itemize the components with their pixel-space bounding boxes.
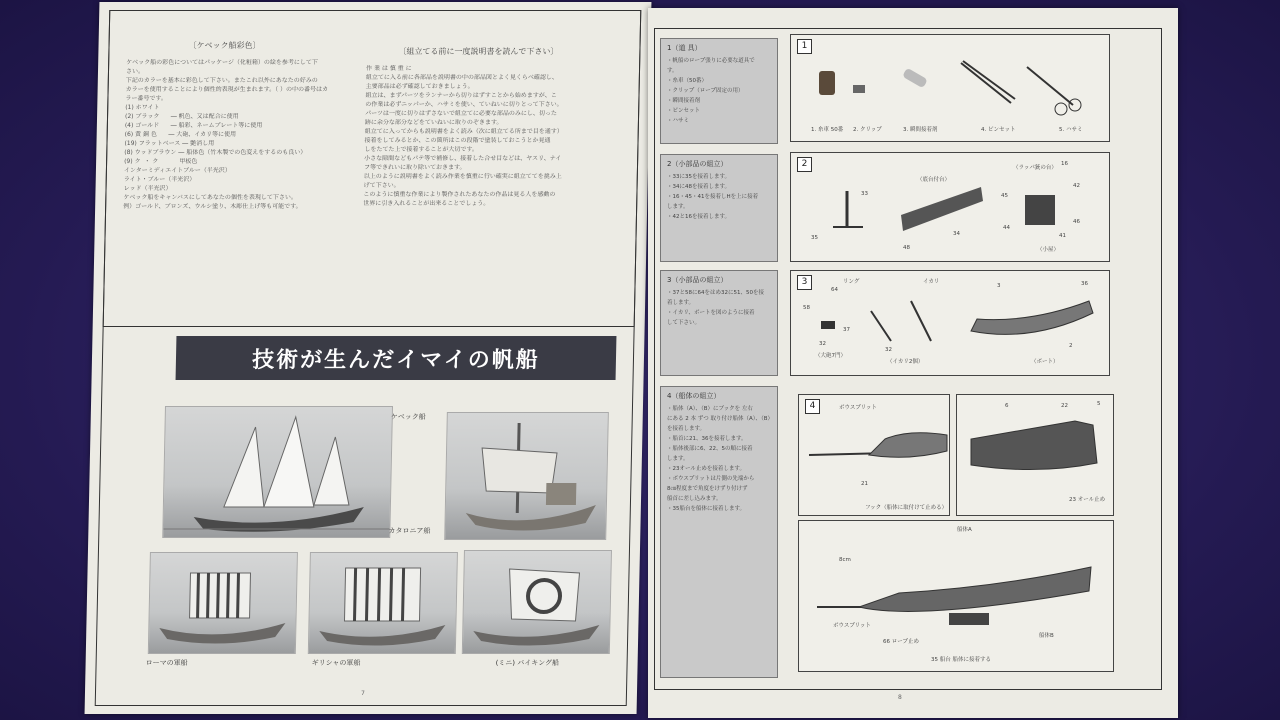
step-line: します。 bbox=[667, 456, 689, 462]
diagram-label: ボウスプリット bbox=[839, 405, 877, 411]
diagram-label: （小屋） bbox=[1037, 247, 1060, 253]
step-title: 3（小部品の組立） bbox=[667, 276, 728, 284]
diagram-label: 16 bbox=[1061, 161, 1068, 167]
step-4-box bbox=[660, 386, 778, 678]
step-line: ・37と58に64をはめ32に51、50を接 bbox=[667, 290, 764, 296]
diagram-label: （底台付台） bbox=[917, 177, 951, 183]
step-line: を接着します。 bbox=[667, 426, 706, 432]
step-line: ・35船台を船体に接着します。 bbox=[667, 506, 746, 512]
viking-ship-image bbox=[462, 550, 612, 654]
col1-line: ライト・ブルー（半光沢） bbox=[123, 176, 196, 183]
step-line: ・帆船のロープ張りに必要な道具で bbox=[667, 58, 755, 64]
diagram-4a bbox=[798, 394, 950, 516]
col1-title: 〔ケベック船彩色〕 bbox=[188, 41, 261, 50]
col1-line: 例）ゴールド、ブロンズ、ウルシ塗り、木彫仕上げ等も可能です。 bbox=[123, 203, 302, 210]
diagram-label: 42 bbox=[1073, 183, 1080, 189]
col1-line: (1) ホワイト bbox=[125, 104, 160, 111]
col1-line: (6) 黄 銅 色 ― 大砲、イカリ等に使用 bbox=[124, 131, 237, 138]
diagram-label: （イカリ2個） bbox=[887, 359, 924, 365]
diagram-label: 4. ピンセット bbox=[981, 127, 1016, 133]
diagram-label: 45 bbox=[1001, 193, 1008, 199]
col2-line: げて下さい。 bbox=[363, 182, 400, 189]
diagram-label: 64 bbox=[831, 287, 838, 293]
diagram-label: 35 船台 船体に接着する bbox=[931, 657, 991, 663]
step-line: ・船体（A）、（B）にブックを 左右 bbox=[667, 406, 753, 412]
col2-line: の作業は必ずニッパーか、ハサミを使い、ていねいに切りとって下さい。 bbox=[365, 101, 563, 108]
caption-quebec: ケベック船 bbox=[390, 413, 426, 421]
caption-viking: (ミニ) バイキング船 bbox=[495, 659, 560, 667]
caption-roman: ローマの軍船 bbox=[145, 659, 188, 667]
col2-line: 以上のように説明書をよく読み作業を慎重に行い確実に組立ててを挑み上 bbox=[363, 173, 562, 180]
step-line: します。 bbox=[667, 204, 689, 210]
roman-ship-illustration bbox=[149, 553, 297, 653]
diagram-label: 32 bbox=[819, 341, 826, 347]
diagram-label: 21 bbox=[861, 481, 868, 487]
caption-catalonia: カタロニア船 bbox=[388, 527, 431, 535]
col1-line: ラー番号です。 bbox=[125, 95, 168, 102]
diagram-label: リング bbox=[843, 279, 860, 285]
diagram-3 bbox=[790, 270, 1110, 376]
col1-line: カラーを使用することにより個性的表現が生まれます。（ ）の中の番号はカ bbox=[125, 86, 329, 93]
step-line: して下さい。 bbox=[667, 320, 701, 326]
section-banner: 技術が生んだイマイの帆船 bbox=[176, 336, 617, 380]
diagram-label: 6 bbox=[1005, 403, 1009, 409]
step-line: す。 bbox=[667, 68, 678, 74]
caption-greek: ギリシャの軍船 bbox=[311, 659, 361, 667]
diagram-label: 22 bbox=[1061, 403, 1068, 409]
diagram-2 bbox=[790, 152, 1110, 262]
diagram-label: 66 ロープ止め bbox=[883, 639, 919, 645]
step-line: 着します。 bbox=[667, 300, 695, 306]
diagram-label: 33 bbox=[861, 191, 868, 197]
step-line: ・ボウスプリットは片側の先端から bbox=[667, 476, 755, 482]
diagram-label: 3 bbox=[997, 283, 1001, 289]
col2-line: パーツは一度に切りはずさないで組立てに必要な部品のみにし、切った bbox=[365, 110, 557, 117]
col2-line: フ等できれいに取り除いておきます。 bbox=[363, 164, 466, 171]
col1-line: (8) ウッドブラウン ― 船体色（竹木製での色変えをするのも良い） bbox=[124, 149, 307, 156]
diagram-label: 5. ハサミ bbox=[1059, 127, 1083, 133]
diagram-label: （ラッパ銃の台） bbox=[1013, 165, 1057, 171]
step-line: ・42と16を接着します。 bbox=[667, 214, 731, 220]
hull-bow-illustration bbox=[799, 395, 949, 515]
diagram-label: 46 bbox=[1073, 219, 1080, 225]
col1-line: (9) ク ・ ク 甲板色 bbox=[124, 158, 198, 165]
step-line: ・糸車（50番） bbox=[667, 78, 707, 84]
diagram-label: （大砲7門） bbox=[815, 353, 846, 359]
diagram-3-number: 3 bbox=[797, 275, 812, 290]
col2-line: 接着をしてみるとか、この箇所はこの段階で塗装しておこうとか見通 bbox=[364, 137, 551, 144]
step-line: 8㎝程度まで角度をけずり付けず bbox=[667, 486, 748, 492]
step-title: 1（道 具） bbox=[667, 44, 702, 52]
col2-line: 作 業 は 慎 重 に bbox=[365, 65, 412, 72]
step-line: ・ハサミ bbox=[667, 118, 690, 124]
step-line: ・16・45・41を接着しHを上に接着 bbox=[667, 194, 759, 200]
step-line: ・瞬間接着剤 bbox=[667, 98, 701, 104]
diagram-label: 32 bbox=[885, 347, 892, 353]
quebec-ship-illustration bbox=[163, 407, 392, 537]
col1-line: さい。 bbox=[125, 68, 145, 75]
diagram-1-number: 1 bbox=[797, 39, 812, 54]
left-page bbox=[85, 2, 652, 714]
right-page-number: 8 bbox=[898, 694, 902, 701]
step-line: ・イカリ、ボートを図のように接着 bbox=[667, 310, 755, 316]
diagram-1 bbox=[790, 34, 1110, 142]
step-line: ・23オール止めを接着します。 bbox=[667, 466, 745, 472]
col1-text bbox=[123, 58, 329, 211]
greek-ship-image bbox=[308, 552, 458, 654]
diagram-label: 船体B bbox=[1039, 633, 1054, 639]
col2-line: 組立てに入ってからも説明書をよく読み（次に組立てる所まで目を通す） bbox=[364, 128, 563, 135]
col2-line: 跡に余分な部分などをていねいに取りのぞきます。 bbox=[364, 119, 503, 126]
catalonia-ship-illustration bbox=[445, 413, 608, 539]
diagram-4b bbox=[956, 394, 1114, 516]
diagram-label: 1. 糸車 50番 bbox=[811, 127, 844, 133]
diagram-label: フック（船体に取付けて止める） bbox=[865, 505, 948, 511]
diagram-label: 35 bbox=[811, 235, 818, 241]
col2-line: 組立は、まずパーツをランナーから切りはずすことから始めますが、こ bbox=[365, 92, 557, 99]
diagram-label: 58 bbox=[803, 305, 810, 311]
viking-ship-illustration bbox=[463, 551, 611, 653]
step-line: ・ピンセット bbox=[667, 108, 701, 114]
diagram-label: 2. クリップ bbox=[853, 127, 882, 133]
col2-line: しをたてた上で接着することが大切です。 bbox=[364, 146, 478, 153]
col2-line: 主要部品は必ず確認しておきましょう。 bbox=[365, 83, 474, 90]
step-line: ・船体後部に6、22、5の順に接着 bbox=[667, 446, 753, 452]
col2-text bbox=[363, 64, 564, 208]
full-hull-illustration bbox=[799, 521, 1113, 671]
step-line: にある 2 本 ずつ 取り付け船体（A）、（B） bbox=[667, 416, 774, 422]
diagram-4-number: 4 bbox=[805, 399, 820, 414]
col2-line: 世界に引き入れることが出来ることでしょう。 bbox=[363, 200, 490, 207]
step-line: ・船首に21、36を接着します。 bbox=[667, 436, 747, 442]
col1-line: (19) フラットベース ― 艶消し用 bbox=[124, 140, 215, 147]
col1-line: (4) ゴールド ― 船彩、ネームプレート等に使用 bbox=[124, 122, 263, 129]
diagram-label: 48 bbox=[903, 245, 910, 251]
col1-line: ケベック船の彩色についてはパッケージ（化粧箱）の絵を参考にして下 bbox=[126, 59, 319, 66]
right-page bbox=[648, 8, 1178, 718]
cannon-anchor-boat-illustration bbox=[791, 271, 1109, 375]
diagram-label: 34 bbox=[953, 231, 960, 237]
small-parts-illustration bbox=[791, 153, 1109, 261]
step-1-box bbox=[660, 38, 778, 144]
col2-line: 組立てに入る前に各部品を説明書の中の部品図とよく見くらべ確認し、 bbox=[365, 74, 558, 81]
step-title: 2（小部品の組立） bbox=[667, 160, 728, 168]
diagram-label: 23 オール止め bbox=[1069, 497, 1106, 503]
step-line: ・34に48を接着します。 bbox=[667, 184, 731, 190]
greek-ship-illustration bbox=[309, 553, 457, 653]
col1-line: (2) ブラック ― 帆色、又は配合に使用 bbox=[124, 113, 239, 120]
diagram-label: 44 bbox=[1003, 225, 1010, 231]
diagram-label: ボウスプリット bbox=[833, 623, 871, 629]
diagram-2-number: 2 bbox=[797, 157, 812, 172]
quebec-ship-image bbox=[162, 406, 393, 538]
diagram-label: 2 bbox=[1069, 343, 1073, 349]
step-2-box bbox=[660, 154, 778, 262]
diagram-label: 41 bbox=[1059, 233, 1066, 239]
step-3-box bbox=[660, 270, 778, 376]
col1-line: インターミディエイトブルー（半光沢） bbox=[123, 167, 231, 174]
col2-title: 〔組立てる前に一度説明書を読んで下さい〕 bbox=[398, 47, 559, 56]
col2-line: 小さな隙間などもパテ等で補修し、接着した合せ目などは、ヤスリ、ナイ bbox=[364, 155, 562, 162]
step-line: ・33に35を接着します。 bbox=[667, 174, 731, 180]
left-page-number: 7 bbox=[360, 690, 365, 697]
step-title: 4（船体の組立） bbox=[667, 392, 721, 400]
diagram-label: 36 bbox=[1081, 281, 1088, 287]
roman-ship-image bbox=[148, 552, 298, 654]
diagram-label: 8cm bbox=[839, 557, 851, 563]
diagram-label: 5 bbox=[1097, 401, 1101, 407]
col1-line: レッド（半光沢） bbox=[123, 185, 172, 192]
col1-line: 下記のカラーを基本に彩色して下さい。またこれ以外にあなたの好みの bbox=[125, 77, 318, 84]
step-line: ・クリップ（ロープ固定の用） bbox=[667, 88, 744, 94]
diagram-label: イカリ bbox=[923, 279, 940, 285]
diagram-label: 37 bbox=[843, 327, 850, 333]
col1-line: ケベック船をキャンバスにしてあなたの個性を表現して下さい。 bbox=[123, 194, 298, 201]
diagram-label: （ボート） bbox=[1031, 359, 1059, 365]
catalonia-ship-image bbox=[444, 412, 609, 540]
diagram-label: 船体A bbox=[957, 527, 972, 533]
step-line: 船首に差し込みます。 bbox=[667, 496, 722, 502]
col2-line: このように慎重な作業により製作されたあなたの作品は見る人を感動の bbox=[363, 191, 556, 198]
diagram-4c bbox=[798, 520, 1114, 672]
diagram-label: 3. 瞬間接着剤 bbox=[903, 127, 938, 133]
